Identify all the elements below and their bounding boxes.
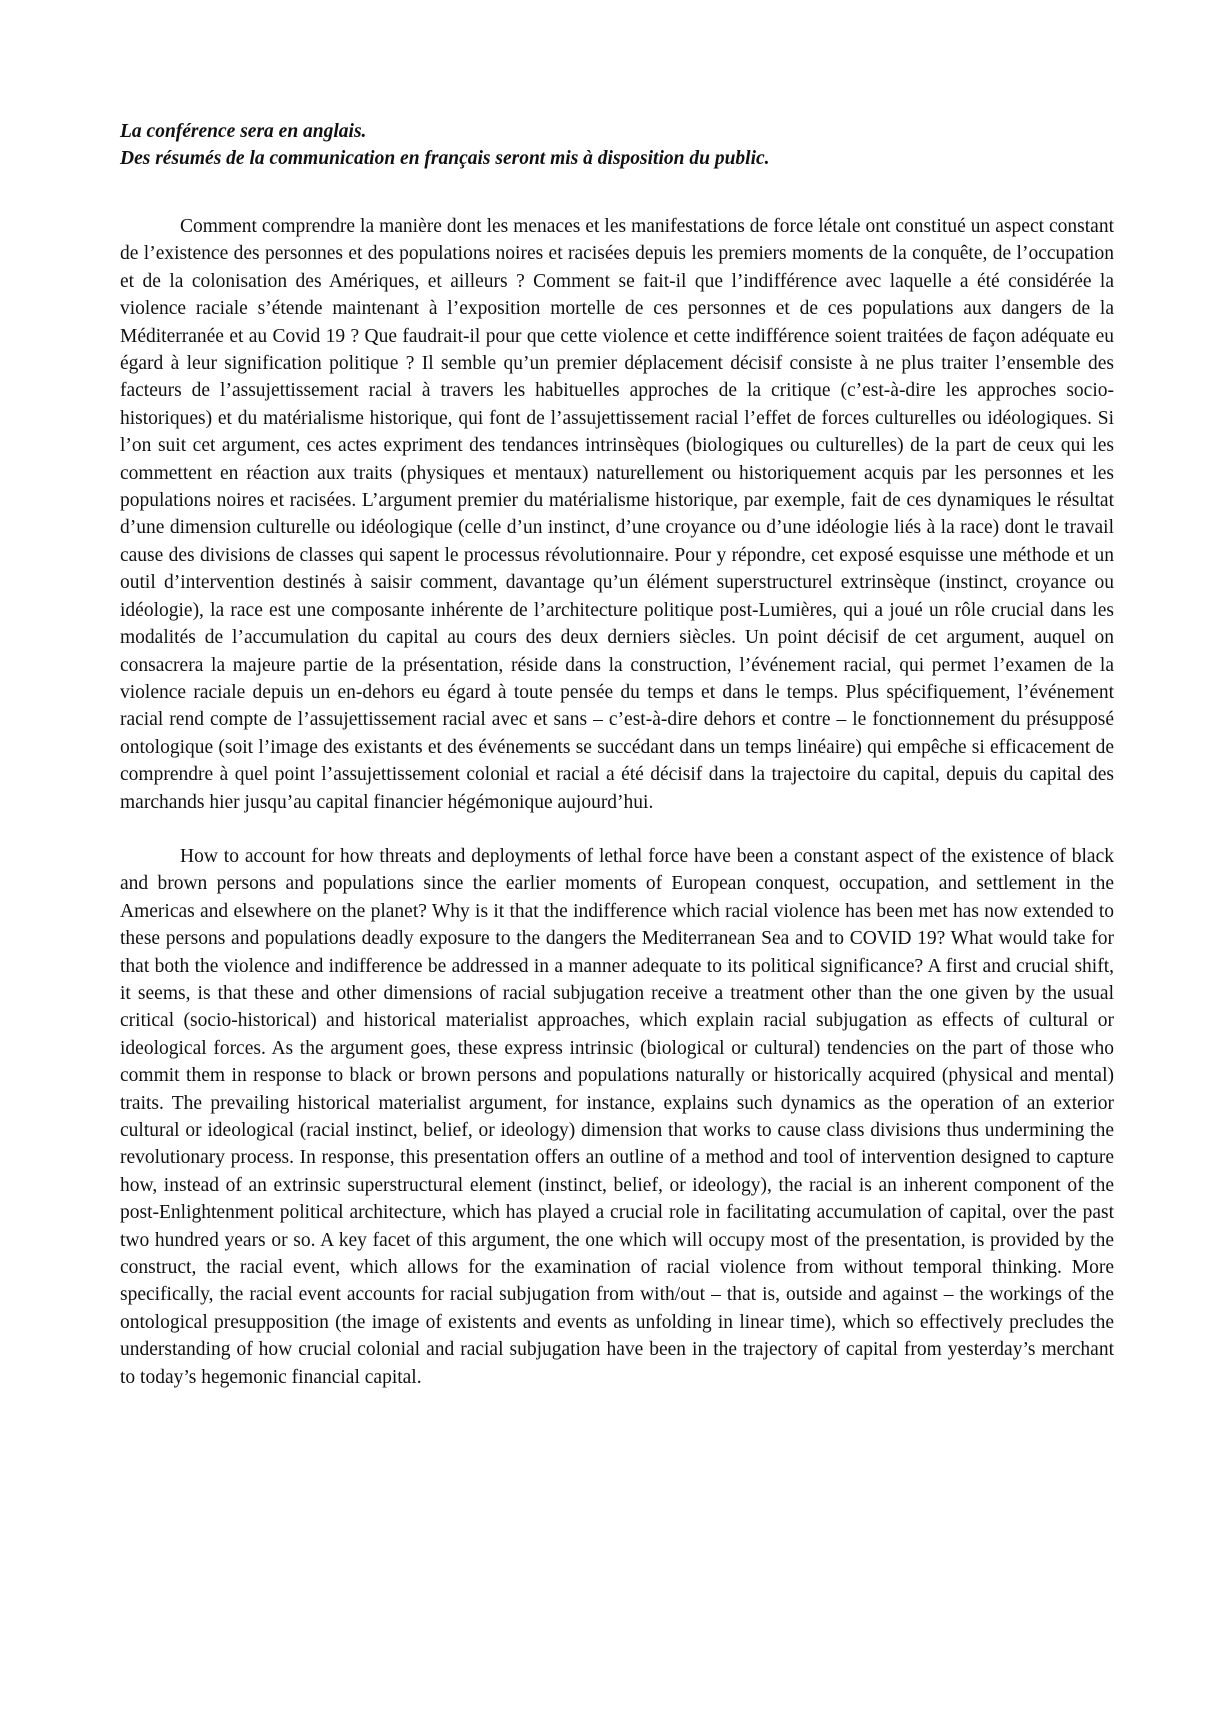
abstract-paragraph-french: Comment comprendre la manière dont les menaces et les manifestations de force létale ont constitué un aspect constant de l’existence des personnes et des populations noires et racisées depuis les premiers moments de la conquête, de l’occupation et de la colonisation des Amériques, et ailleurs ? Comment se fait-il que l’indifférence avec laquelle a été considérée la violence raciale s’étende maintenant à l’exposition mortelle de ces personnes et de ces populations aux dangers de la Méditerranée et au Covid 19 ? Que faudrait-il pour que cette violence et cette indifférence soient traitées de façon adéquate eu égard à leur signification politique ? Il semble qu’un premier déplacement décisif consiste à ne plus traiter l’ensemble des facteurs de l’assujettissement racial à travers les habituelles approches de la critique (c’est-à-dire les approches socio-historiques) et du matérialisme historique, qui font de l’assujettissement racial l’effet de forces culturelles ou idéologiques. Si l’on suit cet argument, ces actes expriment des tendances intrinsèques (biologiques ou culturelles) de la part de ceux qui les commettent en réaction aux traits (physiques et mentaux) naturellement ou historiquement acquis par les personnes et les populations noires et racisées. L’argument premier du matérialisme historique, par exemple, fait de ces dynamiques le résultat d’une dimension culturelle ou idéologique (celle d’un instinct, d’une croyance ou d’une idéologie liés à la race) dont le travail cause des divisions de classes qui sapent le processus révolutionnaire. Pour y répondre, cet exposé esquisse une méthode et un outil d’intervention destinés à saisir comment, davantage qu’un élément superstructurel extrinsèque (instinct, croyance ou idéologie), la race est une composante inhérente de l’architecture politique post-Lumières, qui a joué un rôle crucial dans les modalités de l’accumulation du capital au cours des deux derniers siècles. Un point décisif de cet argument, auquel on consacrera la majeure partie de la présentation, réside dans la construction, l’événement racial, qui permet l’examen de la violence raciale depuis un en-dehors eu égard à toute pensée du temps et dans le temps. Plus spécifiquement, l’événement racial rend compte de l’assujettissement racial avec et sans – c’est-à-dire dehors et contre – le fonctionnement du présupposé ontologique (soit l’image des existants et des événements se succédant dans un temps linéaire) qui empêche si efficacement de comprendre à quel point l’assujettissement colonial et racial a été décisif dans la trajectoire du capital, depuis du capital des marchands hier jusqu’au capital financier hégémonique aujourd’hui. <box>120 216 1114 813</box>
language-notice <box>120 118 1114 172</box>
abstract-paragraph-english: How to account for how threats and deployments of lethal force have been a constant aspect of the existence of black and brown persons and populations since the earlier moments of European conquest, occupation, and settlement in the Americas and elsewhere on the planet? Why is it that the indifference which racial violence has been met has now extended to these persons and populations deadly exposure to the dangers the Mediterranean Sea and to COVID 19? What would take for that both the violence and indifference be addressed in a manner adequate to its political significance? A first and crucial shift, it seems, is that these and other dimensions of racial subjugation receive a treatment other than the one given by the usual critical (socio-historical) and historical materialist approaches, which explain racial subjugation as effects of cultural or ideological forces. As the argument goes, these express intrinsic (biological or cultural) tendencies on the part of those who commit them in response to black or brown persons and populations naturally or historically acquired (physical and mental) traits. The prevailing historical materialist argument, for instance, explains such dynamics as the operation of an exterior cultural or ideological (racial instinct, belief, or ideology) dimension that works to cause class divisions thus undermining the revolutionary process. In response, this presentation offers an outline of a method and tool of intervention designed to capture how, instead of an extrinsic superstructural element (instinct, belief, or ideology), the racial is an inherent component of the post-Enlightenment political architecture, which has played a crucial role in facilitating accumulation of capital, over the past two hundred years or so. A key facet of this argument, the one which will occupy most of the presentation, is provided by the construct, the racial event, which allows for the examination of racial violence from without temporal thinking. More specifically, the racial event accounts for racial subjugation from with/out – that is, outside and against – the workings of the ontological presupposition (the image of existents and events as unfolding in linear time), which so effectively precludes the understanding of how crucial colonial and racial subjugation have been in the trajectory of capital from yesterday’s merchant to today’s hegemonic financial capital. <box>120 845 1114 1388</box>
notice-line-summaries: Des résumés de la communication en français seront mis à disposition du public. <box>120 148 770 169</box>
notice-line-language: La conférence sera en anglais. <box>120 121 367 142</box>
